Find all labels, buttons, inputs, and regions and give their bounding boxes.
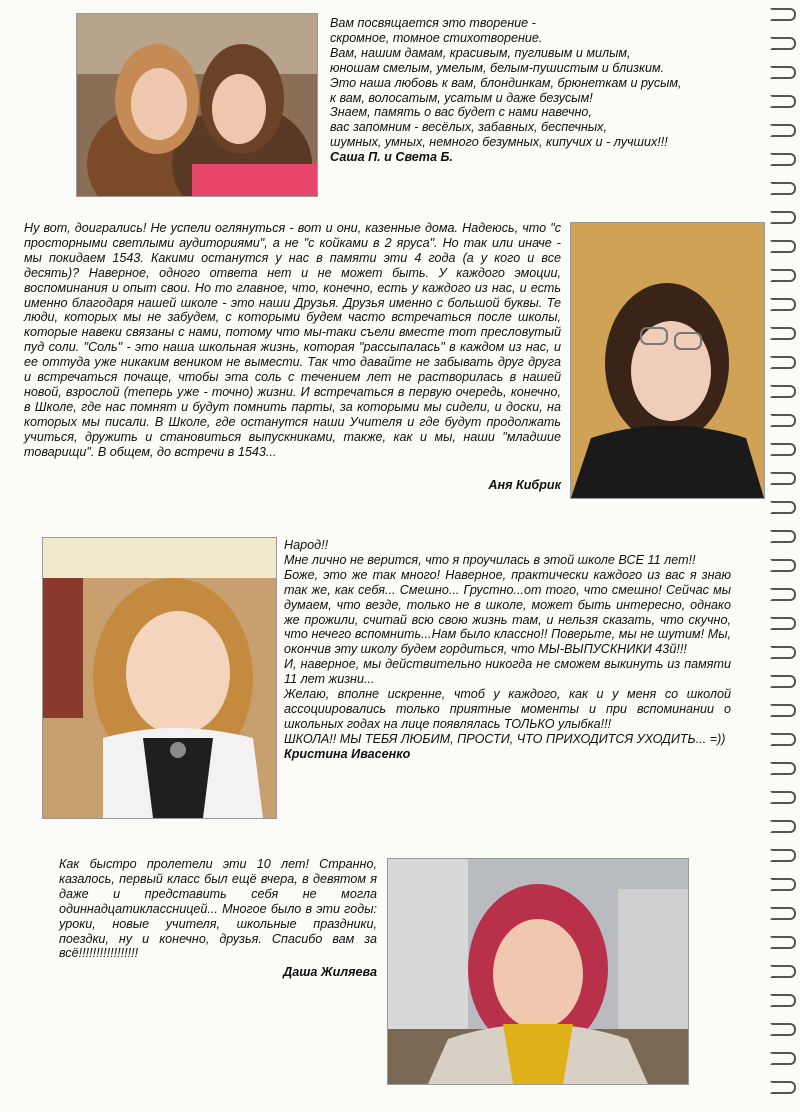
spiral-ring <box>770 791 796 804</box>
spiral-ring <box>770 1023 796 1036</box>
signature: Саша П. и Света Б. <box>330 150 453 165</box>
paragraph-line: Мне лично не верится, что я проучилась в этой школе ВСЕ 11 лет!! <box>284 552 696 567</box>
paragraph-line: И, наверное, мы действительно никогда не сможем выкинуть из памяти 11 лет жизни... <box>284 657 731 687</box>
spiral-ring <box>770 124 796 137</box>
spiral-ring <box>770 95 796 108</box>
spiral-ring <box>770 327 796 340</box>
spiral-ring <box>770 733 796 746</box>
spiral-ring <box>770 849 796 862</box>
spiral-ring <box>770 211 796 224</box>
spiral-ring <box>770 8 796 21</box>
poem-block <box>330 16 750 165</box>
spiral-ring <box>770 501 796 514</box>
poem-line: Вам, нашим дамам, красивым, пугливым и милым, <box>330 45 631 60</box>
poem-line: к вам, волосатым, усатым и даже безусым! <box>330 90 593 105</box>
spiral-ring <box>770 675 796 688</box>
spiral-ring <box>770 820 796 833</box>
spiral-ring <box>770 269 796 282</box>
spiral-ring <box>770 153 796 166</box>
spiral-ring <box>770 936 796 949</box>
spiral-ring <box>770 617 796 630</box>
poem-line: скромное, томное стихотворение. <box>330 30 543 45</box>
photo-dasha <box>387 858 689 1085</box>
photo-sasha-sveta <box>76 13 318 197</box>
spiral-ring <box>770 965 796 978</box>
text-block-dasha <box>59 857 377 961</box>
paragraph-line: ШКОЛА!! МЫ ТЕБЯ ЛЮБИМ, ПРОСТИ, ЧТО ПРИХОДИТСЯ УХОДИТЬ... =)) <box>284 731 726 746</box>
paragraph: Как быстро пролетели эти 10 лет! Странно, казалось, первый класс был ещё вчера, в девятом я даже и представить себя не могла одиннадцатиклассницей... Многое было в эти годы: уроки, новые учителя, школьные праздники, поездки, ну и конечно, друзья. Спасибо вам за всё!!!!!!!!!!!!!!!!! <box>59 857 377 961</box>
spiral-ring <box>770 298 796 311</box>
signature: Даша Жиляева <box>283 965 377 979</box>
paragraph-line: Народ!! <box>284 538 329 552</box>
spiral-binding <box>768 0 800 1112</box>
spiral-ring <box>770 994 796 1007</box>
spiral-ring <box>770 356 796 369</box>
poem-line: юношам смелым, умелым, белым-пушистым и близким. <box>330 60 665 75</box>
photo-anya <box>570 222 765 499</box>
paragraph-line: Боже, это же так много! Наверное, практически каждого из вас я знаю так же, как себя... Смешно... Грустно...от того, что смешно! Сейчас мы думаем, что везде, только не в школе, может быть интересно, однако же прожили, считай всю свою жизнь там, и нельзя сказать, что скучно, что нечего вспомнить...Нам было классно!! Поверьте, мы не шутим! Мы, окончив эту школу будем гордиться, что МЫ-ВЫПУСКНИКИ 43й!!! <box>284 567 731 657</box>
text-block-kristina <box>284 538 731 762</box>
spiral-ring <box>770 530 796 543</box>
spiral-ring <box>770 559 796 572</box>
signature: Аня Кибрик <box>488 478 561 492</box>
text-block-anya <box>24 221 561 460</box>
spiral-ring <box>770 588 796 601</box>
poem-line: шумных, умных, немного безумных, кипучих и - лучших!!! <box>330 135 668 150</box>
spiral-ring <box>770 182 796 195</box>
spiral-ring <box>770 240 796 253</box>
poem-line: вас запомним - весёлых, забавных, беспечных, <box>330 120 607 135</box>
spiral-ring <box>770 762 796 775</box>
spiral-ring <box>770 1081 796 1094</box>
paragraph: Ну вот, доигрались! Не успели оглянуться - вот и они, казенные дома. Надеюсь, что "с просторными светлыми аудиториями", а не "с койками в 2 яруса". Но так или иначе - мы покидаем 1543. Какими останутся у нас в памяти эти 4 года (а у кого и все десять)? Наверное, одного ответа нет и не может быть. У каждого эмоции, воспоминания и опыт свои. Но то главное, что, конечно, есть у каждого из нас, и есть именно благодаря нашей школе - это наши Друзья. Друзья именно с большой буквы. Те люди, которых мы не забудем, с которыми будем часто встречаться после школы, которые навеки связаны с нами, потому что мы-таки съели вместе тот пресловутый пуд соли. "Соль" - это наша школьная жизнь, которая "рассыпалась" в каждом из нас, и ее оттуда уже никаким веником не вымести. Так что давайте не забывать друг друга и встречаться почаще, чтобы эта соль с течением лет не растворилась в нашей новой, взрослой (теперь уже - точно) жизни. И встречаться в первую очередь, конечно, в Школе, где нас помнят и будут помнить парты, за которыми мы сидели, и доски, на которых мы писали. В Школе, где останутся наши Учителя и где будут продолжать учиться, дружить и становиться выпускниками, также, как и мы, наши "младшие товарищи". В общем, до встречи в 1543... <box>24 221 561 459</box>
paragraph-line: Желаю, вполне искренне, чтоб у каждого, как и у меня со школой ассоциировались только приятные моменты и при вспоминании о школьных годах на лице появлялась ТОЛЬКО улыбка!!! <box>284 687 731 731</box>
spiral-ring <box>770 907 796 920</box>
spiral-ring <box>770 646 796 659</box>
spiral-ring <box>770 66 796 79</box>
spiral-ring <box>770 472 796 485</box>
spiral-ring <box>770 37 796 50</box>
spiral-ring <box>770 385 796 398</box>
photo-kristina <box>42 537 277 819</box>
poem-line: Знаем, память о вас будет с нами навечно, <box>330 105 592 120</box>
poem-line: Это наша любовь к вам, блондинкам, брюнеткам и русым, <box>330 75 682 90</box>
spiral-ring <box>770 878 796 891</box>
spiral-ring <box>770 1052 796 1065</box>
signature: Кристина Ивасенко <box>284 746 411 761</box>
spiral-ring <box>770 443 796 456</box>
spiral-ring <box>770 704 796 717</box>
poem-line: Вам посвящается это творение - <box>330 16 536 30</box>
spiral-ring <box>770 414 796 427</box>
